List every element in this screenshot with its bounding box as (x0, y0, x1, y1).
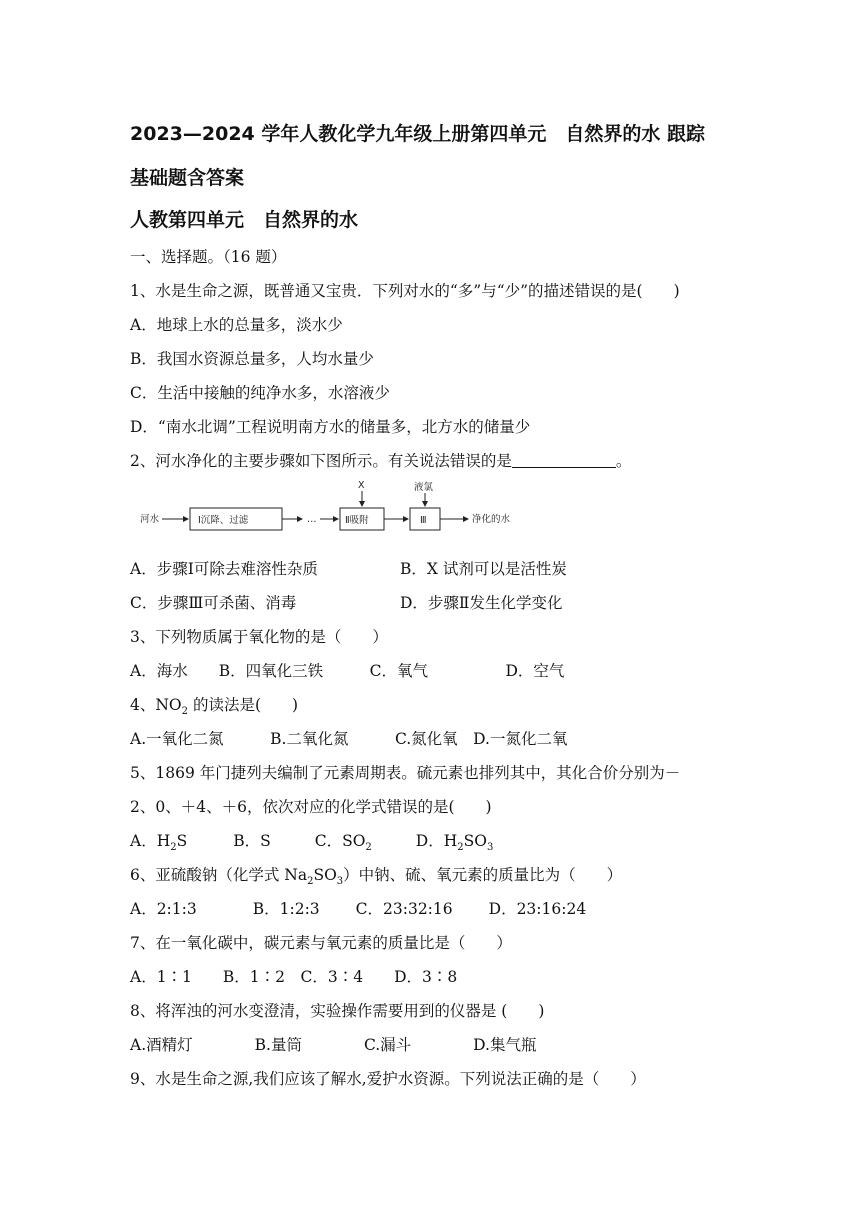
question-6-option-d: D．23:16:24 (488, 900, 587, 918)
question-6-option-a: A．2:1:3 (130, 900, 197, 918)
question-4-options: A.一氧化二氮 B.二氧化氮 C.氮化氧 D.一氮化二氧 (130, 730, 568, 748)
liquid-chlorine-label: 液氯 (414, 482, 434, 493)
document-title-line2: 基础题含答案 (130, 167, 245, 189)
question-7-options: A．1∶1 B．1∶2 C．3∶4 D．3∶8 (130, 968, 458, 986)
question-5-options (130, 824, 740, 858)
question-2-option-a: A．步骤Ⅰ可除去难溶性杂质 (130, 560, 318, 578)
question-6-option-c: C．23:32:16 (355, 900, 453, 918)
question-2-options-row-2 (130, 586, 740, 620)
step-3-label: Ⅲ (420, 515, 427, 526)
diagram-output-label: 净化的水 (472, 514, 511, 525)
diagram-input-label: 河水 (140, 514, 160, 525)
question-1-option-d: D．“南水北调”工程说明南方水的储量多，北方水的储量少 (130, 418, 531, 436)
purification-flow-svg (130, 478, 740, 550)
step-2-label: Ⅱ吸附 (345, 515, 369, 526)
question-4-stem (130, 688, 740, 722)
question-8-options: A.酒精灯 B.量筒 C.漏斗 D.集气瓶 (130, 1036, 537, 1054)
question-5-option-d: D．$H_2SO_3$ (415, 832, 494, 854)
question-4-stem-text: 4、NO (130, 696, 182, 714)
question-9-stem: 9、水是生命之源,我们应该了解水,爱护水资源。下列说法正确的是（ ） (130, 1070, 646, 1088)
document-page (130, 112, 740, 1096)
question-6-option-b: B．1:2:3 (252, 900, 320, 918)
diagram-ellipsis: … (307, 514, 317, 525)
question-3-options: A．海水 B．四氧化三铁 C．氧气 D．空气 (130, 662, 565, 680)
question-2-stem-end: 。 (615, 452, 632, 470)
subscript: 2 (181, 706, 189, 718)
step-1-label: Ⅰ沉降、过滤 (198, 515, 249, 526)
question-1-option-b: B．我国水资源总量多，人均水量少 (130, 350, 374, 368)
river-water-purification-diagram (130, 478, 740, 550)
question-2-option-d: D．步骤Ⅱ发生化学变化 (400, 594, 563, 612)
answer-blank (512, 449, 616, 468)
document-title-line1: 2023—2024 学年人教化学九年级上册第四单元 自然界的水 跟踪 (130, 123, 705, 145)
question-8-stem: 8、将浑浊的河水变澄清，实验操作需要用到的仪器是 ( ) (130, 1002, 545, 1020)
question-5-option-a: A．$H_2S$ (130, 832, 188, 854)
question-2-stem-text: 2、河水净化的主要步骤如下图所示。有关说法错误的是 (130, 452, 512, 470)
question-1-stem: 1、水是生命之源，既普通又宝贵．下列对水的“多”与“少”的描述错误的是( ) (130, 282, 680, 300)
question-2-options-row-1 (130, 552, 740, 586)
question-2-option-b: B．X 试剂可以是活性炭 (400, 560, 567, 578)
question-1-option-a: A．地球上水的总量多，淡水少 (130, 316, 343, 334)
reagent-x-label: X (358, 480, 365, 491)
question-1-option-c: C．生活中接触的纯净水多，水溶液少 (130, 384, 390, 402)
question-3-stem: 3、下列物质属于氧化物的是（ ） (130, 628, 388, 646)
question-5-stem-line1: 5、1869 年门捷列夫编制了元素周期表。硫元素也排列其中，其化合价分别为－ (130, 764, 681, 782)
question-4-stem-end: 的读法是( ) (188, 696, 299, 714)
question-7-stem: 7、在一氧化碳中，碳元素与氧元素的质量比是（ ） (130, 934, 512, 952)
question-2-option-c: C．步骤Ⅲ可杀菌、消毒 (130, 594, 297, 612)
section-heading: 一、选择题。（16 题） (130, 248, 287, 266)
question-5-stem-line2: 2、0、＋4、＋6，依次对应的化学式错误的是( ) (130, 798, 492, 816)
question-6-stem: 6、亚硫酸钠（化学式 $Na_2SO_3$）中钠、硫、氧元素的质量比为（ ） (130, 866, 623, 888)
question-5-option-c: C．$SO_2$ (314, 832, 372, 854)
unit-title: 人教第四单元 自然界的水 (130, 209, 359, 231)
question-6-options (130, 892, 740, 926)
question-2-stem (130, 444, 740, 478)
question-5-option-b: B．S (233, 832, 271, 850)
